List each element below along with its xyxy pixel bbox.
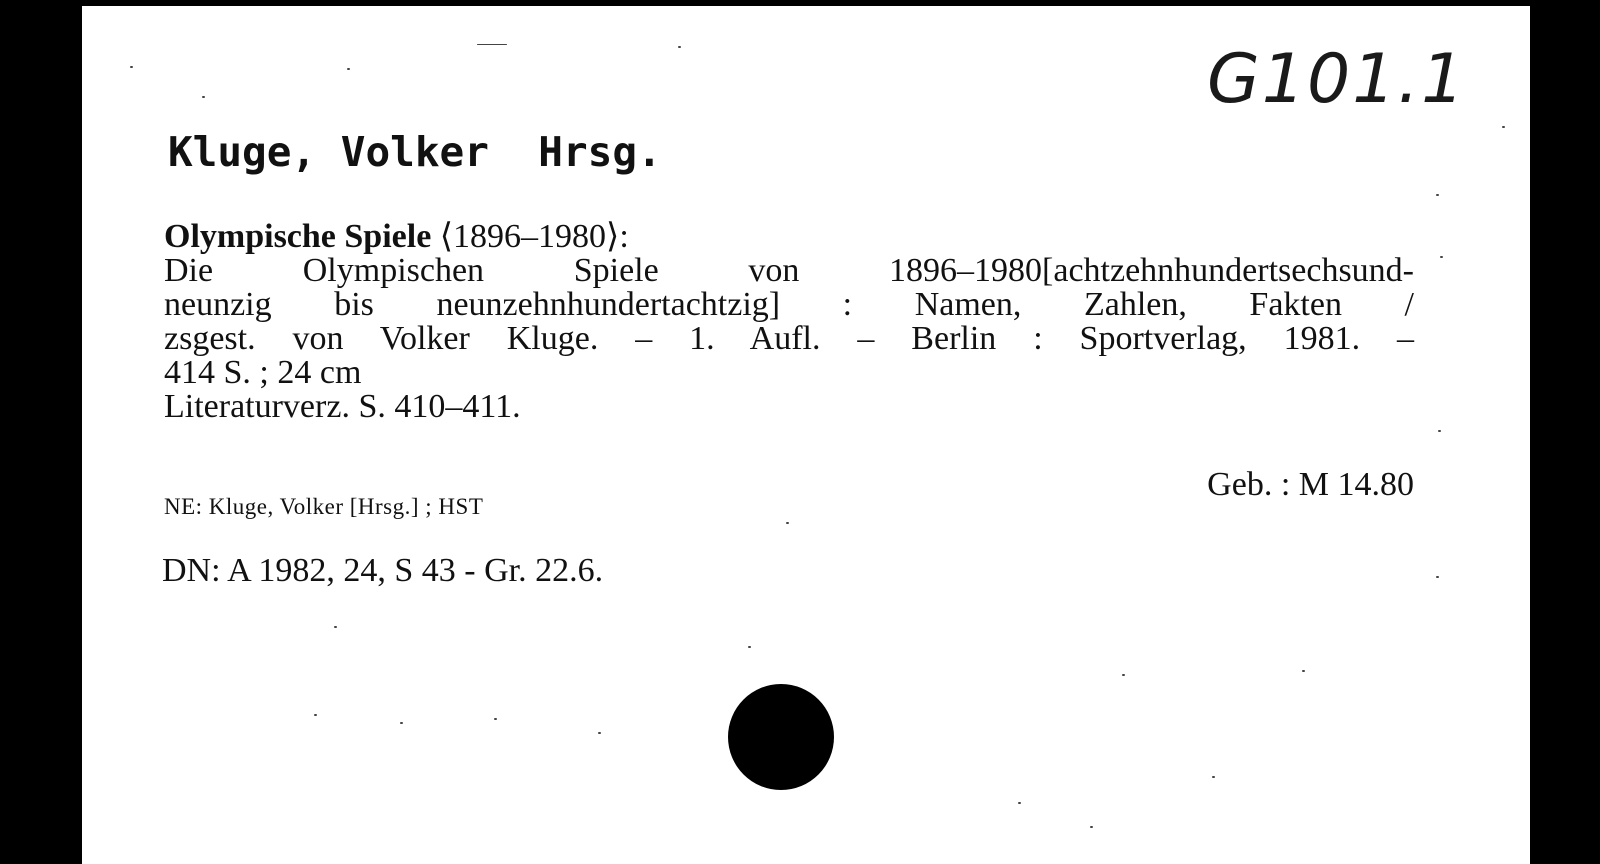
- dust-speck: [1502, 126, 1505, 128]
- catalog-card: [82, 6, 1530, 864]
- dust-speck: [1302, 670, 1305, 672]
- description-line-3: zsgest. von Volker Kluge. – 1. Aufl. – Berlin : Sportverlag, 1981. –: [164, 320, 1414, 357]
- dust-speck: [494, 718, 497, 720]
- physical-extent: 414 S. ; 24 cm: [164, 354, 362, 391]
- punch-hole: [728, 684, 834, 790]
- dust-speck: [314, 714, 317, 716]
- dust-speck: [334, 626, 337, 628]
- dust-speck: [1436, 576, 1439, 578]
- added-entries: NE: Kluge, Volker [Hrsg.] ; HST: [164, 494, 484, 519]
- dust-speck: [347, 68, 350, 70]
- dust-speck: [130, 66, 133, 68]
- uniform-title-dates: ⟨1896–1980⟩:: [431, 218, 629, 255]
- dust-speck: [477, 44, 507, 45]
- dust-speck: [598, 732, 601, 734]
- dust-speck: [1436, 194, 1439, 196]
- dust-speck: [1440, 256, 1443, 258]
- description-line-2: neunzig bis neunzehnhundertachtzig] : Namen, Zahlen, Fakten /: [164, 286, 1414, 323]
- dust-speck: [202, 96, 205, 98]
- dust-speck: [678, 46, 681, 48]
- description-line-1: Die Olympischen Spiele von 1896–1980[achtzehnhundertsechsund-: [164, 252, 1414, 289]
- dust-speck: [1122, 674, 1125, 676]
- dust-speck: [786, 522, 789, 524]
- call-number-handwritten: G101.1: [1207, 40, 1467, 119]
- dust-speck: [1212, 776, 1215, 778]
- uniform-title: Olympische Spiele: [164, 218, 432, 255]
- bibliographic-description: [164, 220, 1414, 424]
- price-note: Geb. : M 14.80: [1207, 466, 1414, 503]
- uniform-title-line: [164, 220, 1414, 254]
- main-entry-heading: Kluge, Volker Hrsg.: [168, 128, 662, 176]
- dust-speck: [1438, 430, 1441, 432]
- dust-speck: [400, 722, 403, 724]
- bibliography-note: Literaturverz. S. 410–411.: [164, 388, 521, 425]
- dust-speck: [1090, 826, 1093, 828]
- dust-speck: [1018, 802, 1021, 804]
- dn-reference: DN: A 1982, 24, S 43 - Gr. 22.6.: [162, 552, 604, 589]
- dust-speck: [748, 646, 751, 648]
